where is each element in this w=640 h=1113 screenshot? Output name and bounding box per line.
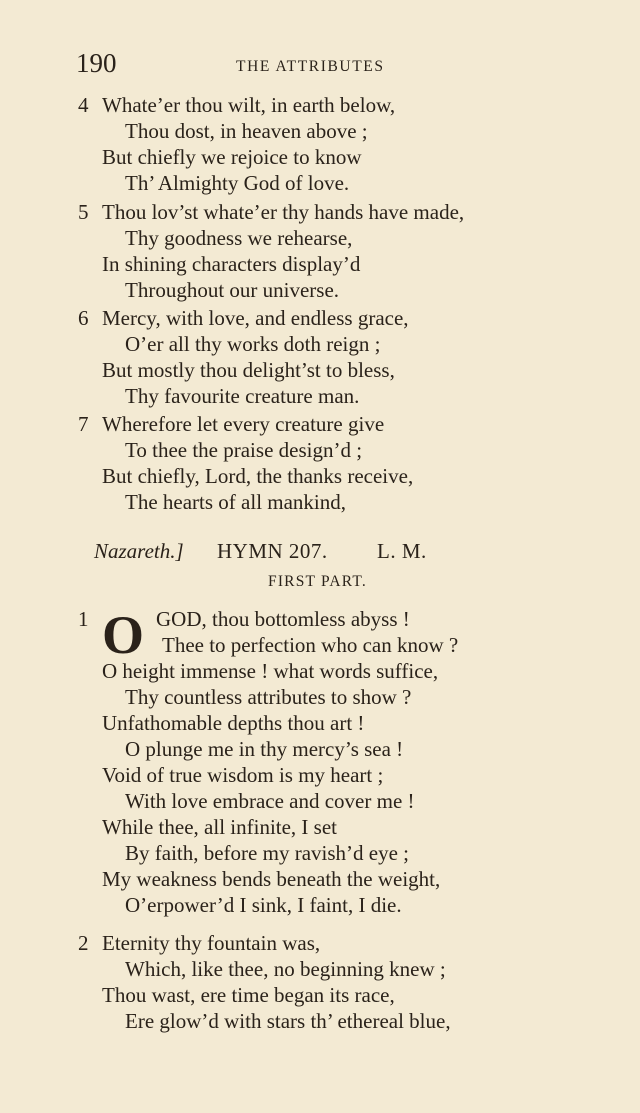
verse-line: Mercy, with love, and endless grace, [102,306,409,330]
verse-line: Thou dost, in heaven above ; [125,119,368,143]
running-title: THE ATTRIBUTES [236,58,385,75]
stanza-5 [78,199,548,303]
verse-line: GOD, thou bottomless abyss ! [156,607,410,631]
verse-line: Whate’er thou wilt, in earth below, [102,93,396,117]
hymn-verse-2 [78,930,548,1034]
verse-line: But chiefly, Lord, the thanks receive, [102,464,414,488]
verse-line: My weakness bends beneath the weight, [102,867,441,891]
stanza-number: 5 [78,200,89,224]
verse-line: Unfathomable depths thou art ! [102,711,365,735]
hymn-heading [94,536,494,566]
verse-line: Thy goodness we rehearse, [125,226,353,250]
verse-line: Thou wast, ere time began its race, [102,983,395,1007]
verse-line: While thee, all infinite, I set [102,815,337,839]
verse-line: Void of true wisdom is my heart ; [102,763,384,787]
verse-line: In shining characters display’d [102,252,361,276]
stanza-number: 6 [78,306,89,330]
part-heading: FIRST PART. [268,573,367,590]
verse-line: O height immense ! what words suffice, [102,659,439,683]
verse-line: But chiefly we rejoice to know [102,145,362,169]
stanza-number: 4 [78,93,89,117]
verse-line: Eternity thy fountain was, [102,931,321,955]
verse-line: To thee the praise design’d ; [125,438,363,462]
verse-line: Thy countless attributes to show ? [125,685,412,709]
verse-line: By faith, before my ravish’d eye ; [125,841,409,865]
verse-line: O’er all thy works doth reign ; [125,332,381,356]
drop-cap: O [102,605,145,665]
stanza-number: 2 [78,931,89,955]
verse-line: O’erpower’d I sink, I faint, I die. [125,893,402,917]
stanza-7 [78,411,548,515]
verse-line: The hearts of all mankind, [125,490,347,514]
stanza-6 [78,305,548,409]
stanza-number: 1 [78,607,89,631]
hymn-meter: L. M. [377,539,427,563]
verse-line: Ere glow’d with stars th’ ethereal blue, [125,1009,451,1033]
verse-line: Thy favourite creature man. [125,384,360,408]
hymn-title: HYMN 207. [217,539,328,563]
verse-line: With love embrace and cover me ! [125,789,415,813]
verse-line: Th’ Almighty God of love. [125,171,350,195]
verse-line: But mostly thou delight’st to bless, [102,358,395,382]
verse-line: Thee to perfection who can know ? [162,633,459,657]
verse-line: Wherefore let every creature give [102,412,385,436]
verse-line: O plunge me in thy mercy’s sea ! [125,737,404,761]
page-number: 190 [76,48,117,78]
hymn-verse-1 [78,606,548,918]
verse-line: Throughout our universe. [125,278,340,302]
page-header [76,48,424,82]
verse-line: Which, like thee, no beginning knew ; [125,957,446,981]
tune-name: Nazareth.] [94,539,184,563]
verse-line: Thou lov’st whate’er thy hands have made, [102,200,465,224]
stanza-4 [78,92,548,196]
stanza-number: 7 [78,412,89,436]
